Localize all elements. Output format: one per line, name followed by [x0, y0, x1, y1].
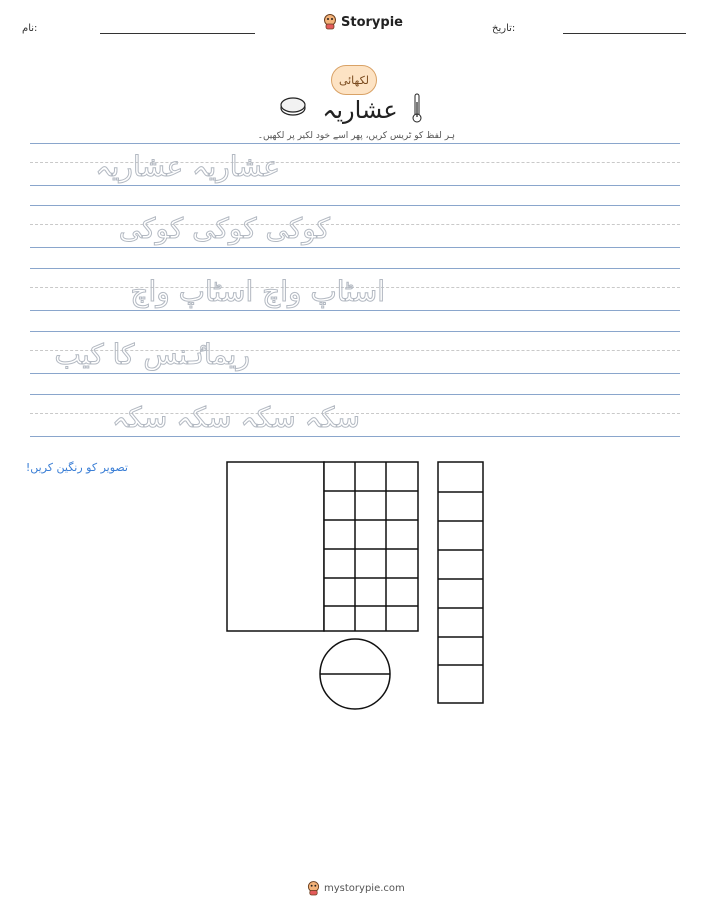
whole-block[interactable]: [227, 462, 324, 631]
footer-url[interactable]: mystorypie.com: [324, 883, 405, 894]
name-line[interactable]: [100, 33, 255, 34]
guide-line-base: [30, 247, 680, 248]
guide-line-top: [30, 331, 680, 332]
mascot-icon: [307, 881, 320, 896]
worksheet-title: عشاریہ: [322, 96, 398, 124]
date-label: تاریخ:: [492, 23, 516, 34]
brand-logo: [323, 14, 403, 30]
trace-row-1[interactable]: عشاریہ عشاریہ: [95, 150, 280, 183]
thermometer-icon: [410, 92, 424, 124]
guide-line-base: [30, 436, 680, 437]
coin-icon: [278, 95, 308, 117]
trace-row-2[interactable]: کوکی کوکی کوکی: [118, 212, 330, 245]
guide-line-base: [30, 373, 680, 374]
footer-brand: [307, 881, 405, 896]
brand-name: Storypie: [341, 14, 403, 30]
coloring-prompt: تصویر کو رنگین کریں!: [25, 461, 128, 474]
coloring-picture[interactable]: [225, 460, 487, 710]
trace-row-3[interactable]: اسٹاپ واچ اسٹاپ واچ: [130, 275, 385, 308]
guide-line-top: [30, 205, 680, 206]
guide-line-top: [30, 394, 680, 395]
hundredths-column[interactable]: [438, 462, 483, 703]
tenths-grid[interactable]: [324, 462, 418, 631]
trace-row-5[interactable]: سکہ سکہ سکہ سکہ: [111, 401, 360, 434]
date-line[interactable]: [563, 33, 686, 34]
guide-line-top: [30, 143, 680, 144]
instructions: ہر لفظ کو ٹریس کریں، پھر اسے خود لکیر پر لکھیں۔: [257, 131, 455, 141]
mascot-icon: [323, 14, 337, 30]
guide-line-base: [30, 185, 680, 186]
guide-line-top: [30, 268, 680, 269]
name-label: نام:: [22, 23, 38, 34]
trace-row-4[interactable]: ریماٸنس کا کیب: [54, 338, 250, 371]
category-badge: لکھائی: [331, 65, 377, 95]
guide-line-base: [30, 310, 680, 311]
half-circle-shape[interactable]: [320, 639, 390, 709]
